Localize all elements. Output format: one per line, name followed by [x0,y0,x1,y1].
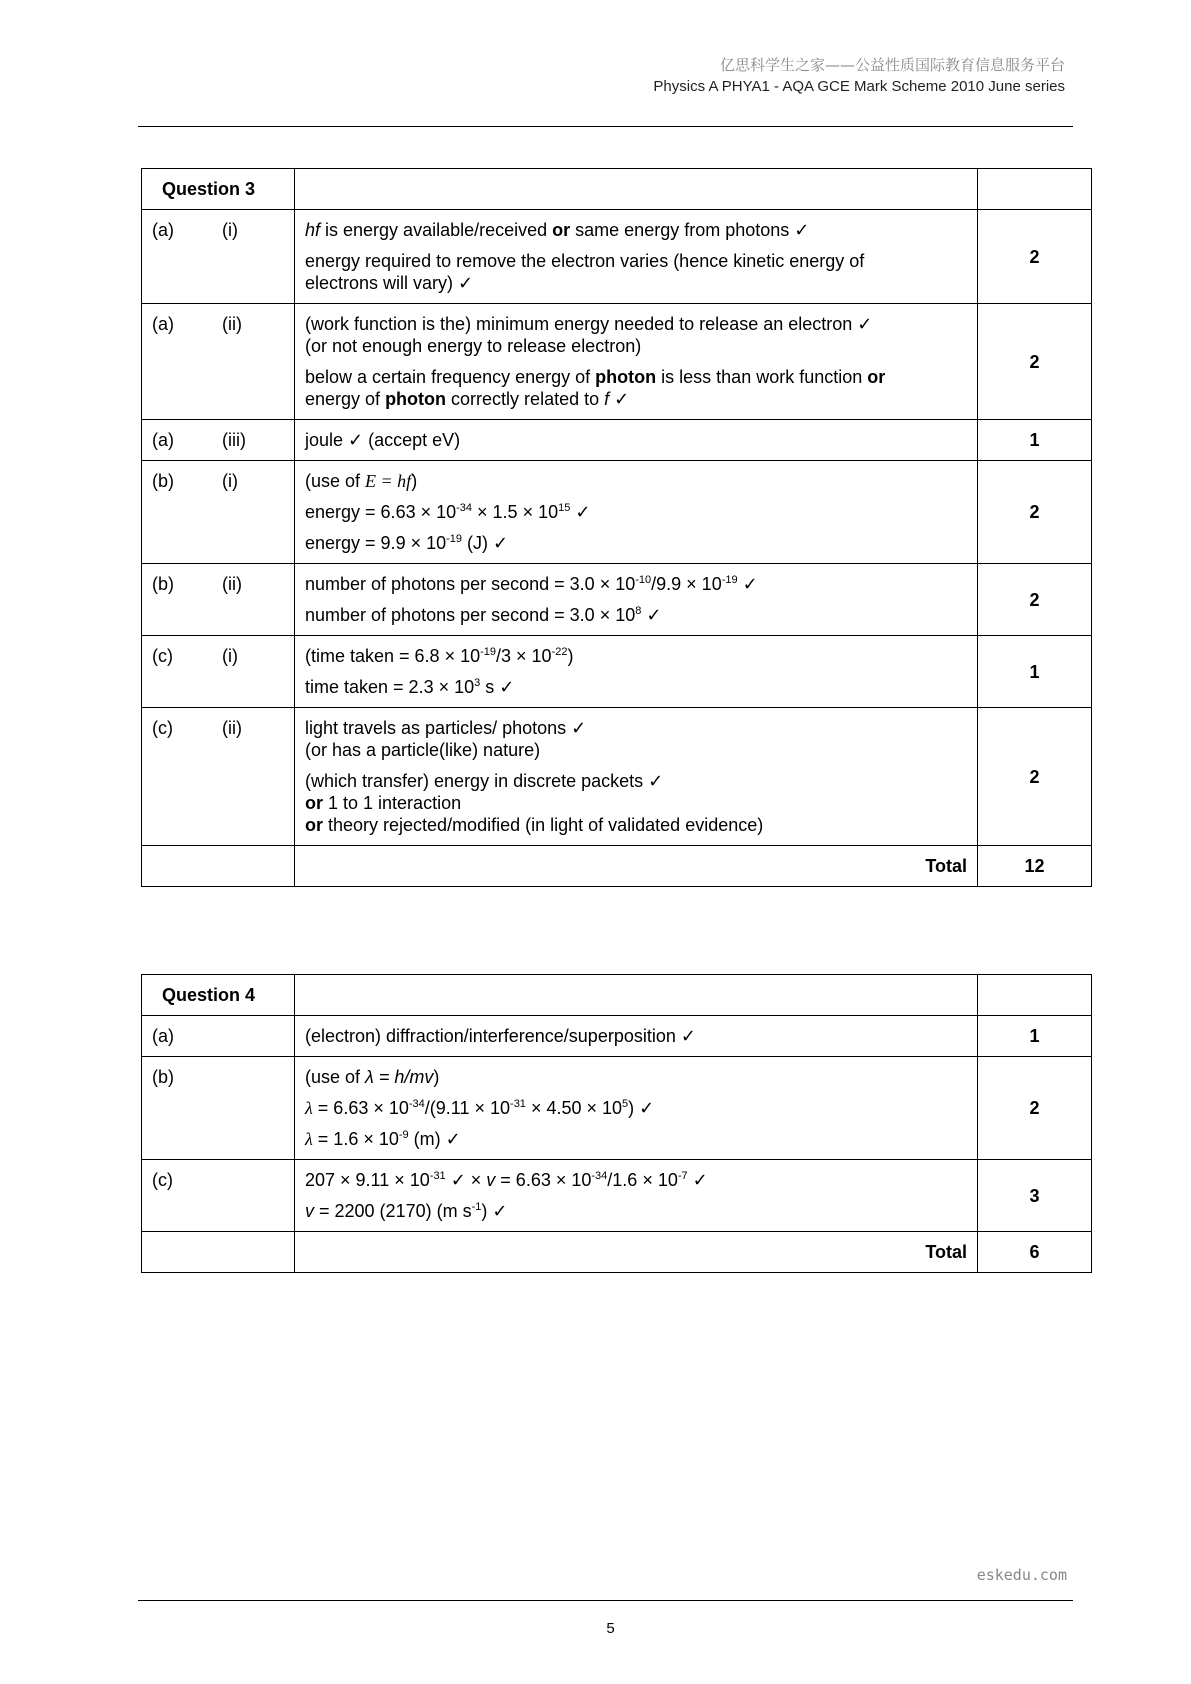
table-row [142,420,1092,461]
total-marks: 6 [978,1232,1092,1273]
table-row [142,304,1092,420]
marks-cell: 2 [978,461,1092,564]
answer-cell: (electron) diffraction/interference/superposition ✓ [295,1016,978,1057]
answer-cell: light travels as particles/ photons ✓ (or has a particle(like) nature) (which transfer) energy in discrete packets ✓ or 1 to 1 interaction or theory rejected/modified (in light of validated evidence) [295,708,978,846]
question-title: Question 4 [142,975,295,1016]
answer-cell: (work function is the) minimum energy needed to release an electron ✓ (or not enough energy to release electron) below a certain frequency energy of photon is less than work function or energy of photon correctly related to f ✓ [295,304,978,420]
part-label: (a) (iii) [142,420,295,461]
marks-cell: 1 [978,420,1092,461]
part-label: (a) (ii) [142,304,295,420]
footer-rule [138,1600,1073,1601]
answer-cell: (use of E = hf) energy = $6.63 \times 10^{-34} \times 1.5 \times 10^{15}$ ✓ energy = $9.9 \times 10^{-19}$ (J) ✓ [295,461,978,564]
table-row [142,461,1092,564]
marks-cell: 2 [978,708,1092,846]
marks-cell: 2 [978,1057,1092,1160]
answer-cell: number of photons per second = $3.0 \times 10^{-10}/9.9 \times 10^{-19}$ ✓ number of photons per second = $3.0 \times 10^8$ ✓ [295,564,978,636]
table-row [142,1160,1092,1232]
total-label: Total [295,1232,978,1273]
part-label: (b) (i) [142,461,295,564]
question-title: Question 3 [142,169,295,210]
table-row [142,564,1092,636]
part-label: (c) (i) [142,636,295,708]
marks-cell: 2 [978,564,1092,636]
table-row [142,636,1092,708]
table-row [142,1016,1092,1057]
footer-site: eskedu.com [976,1566,1067,1584]
answer-cell: (use of λ = h/mv) $\lambda = 6.63 \times 10^{-34}/(9.11 \times 10^{-31} \times 4.50 \times 10^5)$ ✓ $\lambda = 1.6 \times 10^{-9}$ (m) ✓ [295,1057,978,1160]
part-label: (c) (ii) [142,708,295,846]
answer-cell: $207 \times 9.11 \times 10^{-31}$ ✓ × $v = 6.63 \times 10^{-34}/1.6 \times 10^{-7}$ ✓ v = 2200 (2170) (m $s^{-1}$) ✓ [295,1160,978,1232]
marks-cell: 3 [978,1160,1092,1232]
total-row [142,846,1092,887]
question-4-table [141,974,1092,1273]
header-chinese-text: 亿思科学生之家——公益性质国际教育信息服务平台 [719,56,1065,74]
table-row [142,169,1092,210]
part-label: (c) [142,1160,295,1232]
answer-cell: hf is energy available/received or same energy from photons ✓ energy required to remove the electron varies (hence kinetic energy of electrons will vary) ✓ [295,210,978,304]
part-label: (a) (i) [142,210,295,304]
marks-cell: 1 [978,636,1092,708]
total-label: Total [295,846,978,887]
question-3-table [141,168,1092,887]
table-row [142,975,1092,1016]
marks-cell: 1 [978,1016,1092,1057]
header-title: Physics A PHYA1 - AQA GCE Mark Scheme 2010 June series [653,78,1065,95]
table-row [142,708,1092,846]
table-row [142,1057,1092,1160]
total-marks: 12 [978,846,1092,887]
answer-cell: joule ✓ (accept eV) [295,420,978,461]
marks-cell: 2 [978,210,1092,304]
part-label: (a) [142,1016,295,1057]
page-number: 5 [606,1620,615,1637]
part-label: (b) (ii) [142,564,295,636]
marks-cell: 2 [978,304,1092,420]
total-row [142,1232,1092,1273]
answer-cell: (time taken = $6.8 \times 10^{-19}/3 \times 10^{-22}$) time taken = $2.3 \times 10^3$ s ✓ [295,636,978,708]
table-row [142,210,1092,304]
part-label: (b) [142,1057,295,1160]
header-rule [138,126,1073,127]
